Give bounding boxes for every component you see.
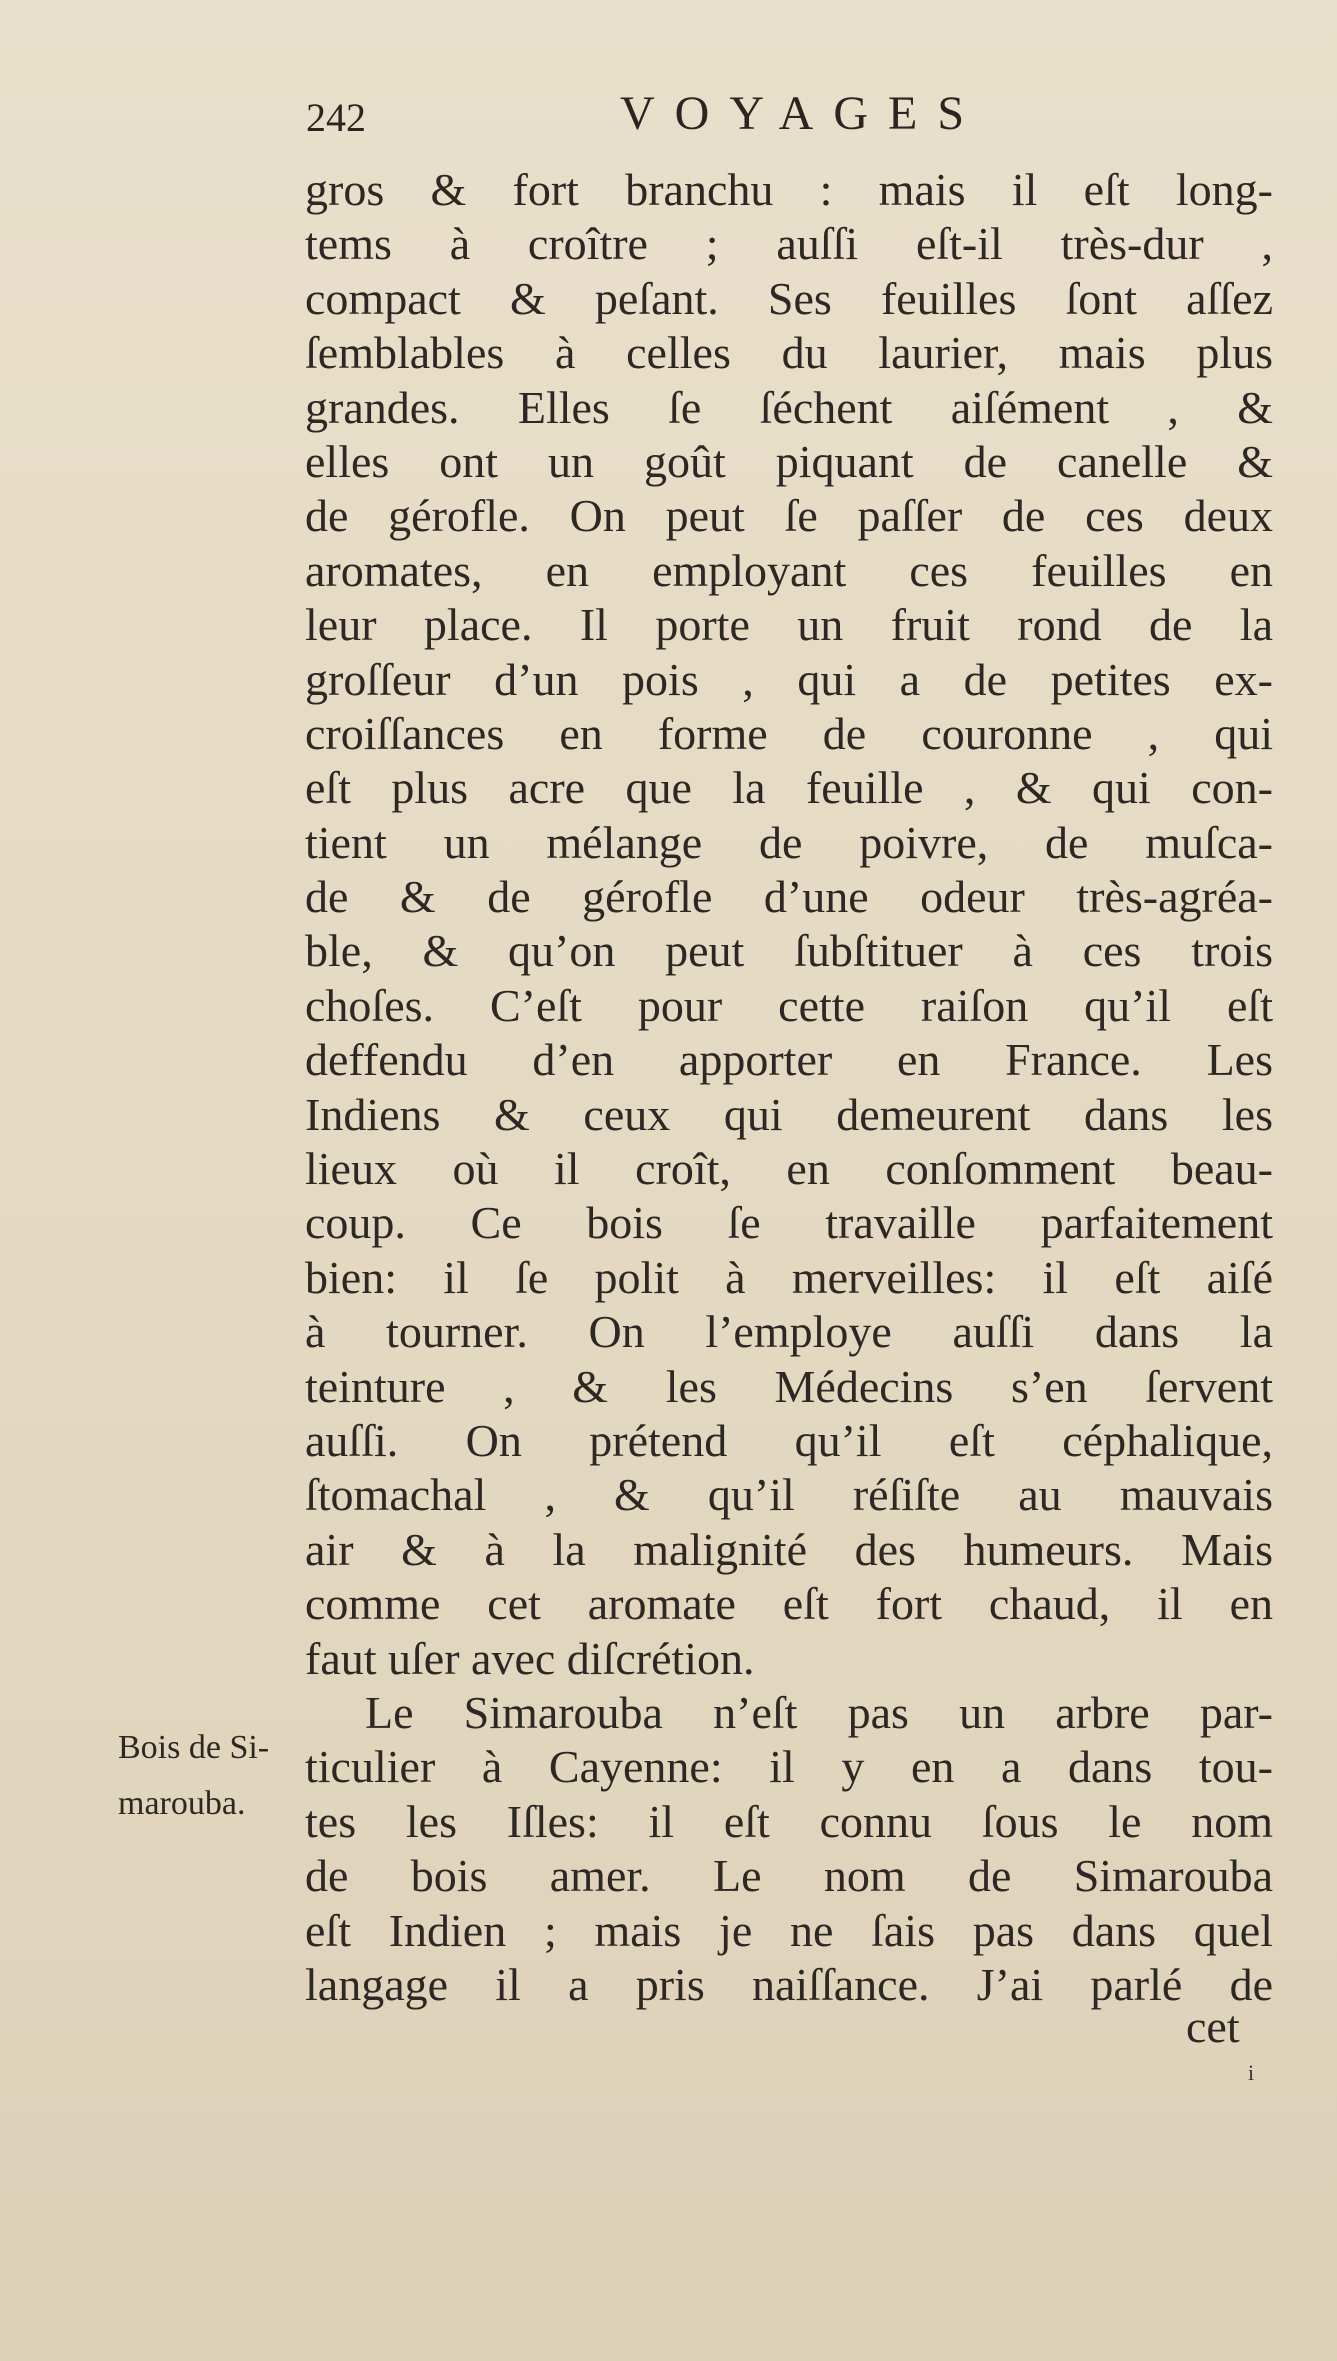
text-line: lieux où il croît, en conſomment beau-	[305, 1143, 1273, 1195]
text-line: de bois amer. Le nom de Simarouba	[305, 1850, 1273, 1902]
text-line: tient un mélange de poivre, de muſca-	[305, 816, 1273, 868]
text-line: coup. Ce bois ſe travaille parfaitement	[305, 1197, 1273, 1249]
text-line: de gérofle. On peut ſe paſſer de ces deux	[305, 490, 1273, 542]
margin-note-line: marouba.	[118, 1785, 246, 1822]
text-line: comme cet aromate eſt fort chaud, il en	[305, 1578, 1273, 1630]
text-line: bien: il ſe polit à merveilles: il eſt aiſé	[305, 1251, 1273, 1303]
text-line: aromates, en employant ces feuilles en	[305, 544, 1273, 596]
catchword: cet	[1186, 2001, 1240, 2052]
body-text	[305, 163, 1273, 2012]
marginal-note	[118, 1720, 308, 1832]
text-line: deffendu d’en apporter en France. Les	[305, 1034, 1273, 1086]
text-line: ſemblables à celles du laurier, mais plus	[305, 327, 1273, 379]
margin-note-line: Bois de Si-	[118, 1729, 270, 1766]
text-line: faut uſer avec diſcrétion.	[305, 1632, 755, 1684]
text-line: langage il a pris naiſſance. J’ai parlé de	[305, 1958, 1273, 2010]
text-line: elles ont un goût piquant de canelle &	[305, 435, 1273, 487]
signature-mark: i	[1248, 2060, 1255, 2085]
text-line: auſſi. On prétend qu’il eſt céphalique,	[305, 1414, 1273, 1466]
text-line: à tourner. On l’employe auſſi dans la	[305, 1306, 1273, 1358]
page-header	[300, 86, 1000, 146]
text-line: teinture , & les Médecins s’en ſervent	[305, 1360, 1273, 1412]
text-line: leur place. Il porte un fruit rond de la	[305, 599, 1273, 651]
page-number: 242	[306, 95, 366, 140]
text-line: eſt Indien ; mais je ne ſais pas dans quel	[305, 1904, 1273, 1956]
text-line: eſt plus acre que la feuille , & qui con-	[305, 762, 1273, 814]
text-line: ticulier à Cayenne: il y en a dans tou-	[305, 1741, 1273, 1793]
text-line: compact & peſant. Ses feuilles ſont aſſez	[305, 272, 1273, 324]
text-line: de & de gérofle d’une odeur très-agréa-	[305, 871, 1273, 923]
text-line: tems à croître ; auſſi eſt-il très-dur ,	[305, 218, 1273, 270]
running-title: VOYAGES	[620, 87, 985, 140]
text-line: gros & fort branchu : mais il eſt long-	[305, 164, 1273, 215]
text-line: croiſſances en forme de couronne , qui	[305, 707, 1273, 759]
text-line: Le Simarouba n’eſt pas un arbre par-	[365, 1686, 1273, 1738]
text-line: ſtomachal , & qu’il réſiſte au mauvais	[305, 1469, 1273, 1521]
text-line: tes les Iſles: il eſt connu ſous le nom	[305, 1795, 1273, 1847]
text-line: air & à la malignité des humeurs. Mais	[305, 1523, 1273, 1575]
text-line: choſes. C’eſt pour cette raiſon qu’il eſt	[305, 979, 1273, 1031]
text-line: grandes. Elles ſe ſéchent aiſément , &	[305, 381, 1273, 433]
text-line: Indiens & ceux qui demeurent dans les	[305, 1088, 1273, 1140]
text-line: ble, & qu’on peut ſubſtituer à ces trois	[305, 925, 1273, 977]
text-line: groſſeur d’un pois , qui a de petites ex-	[305, 653, 1273, 705]
